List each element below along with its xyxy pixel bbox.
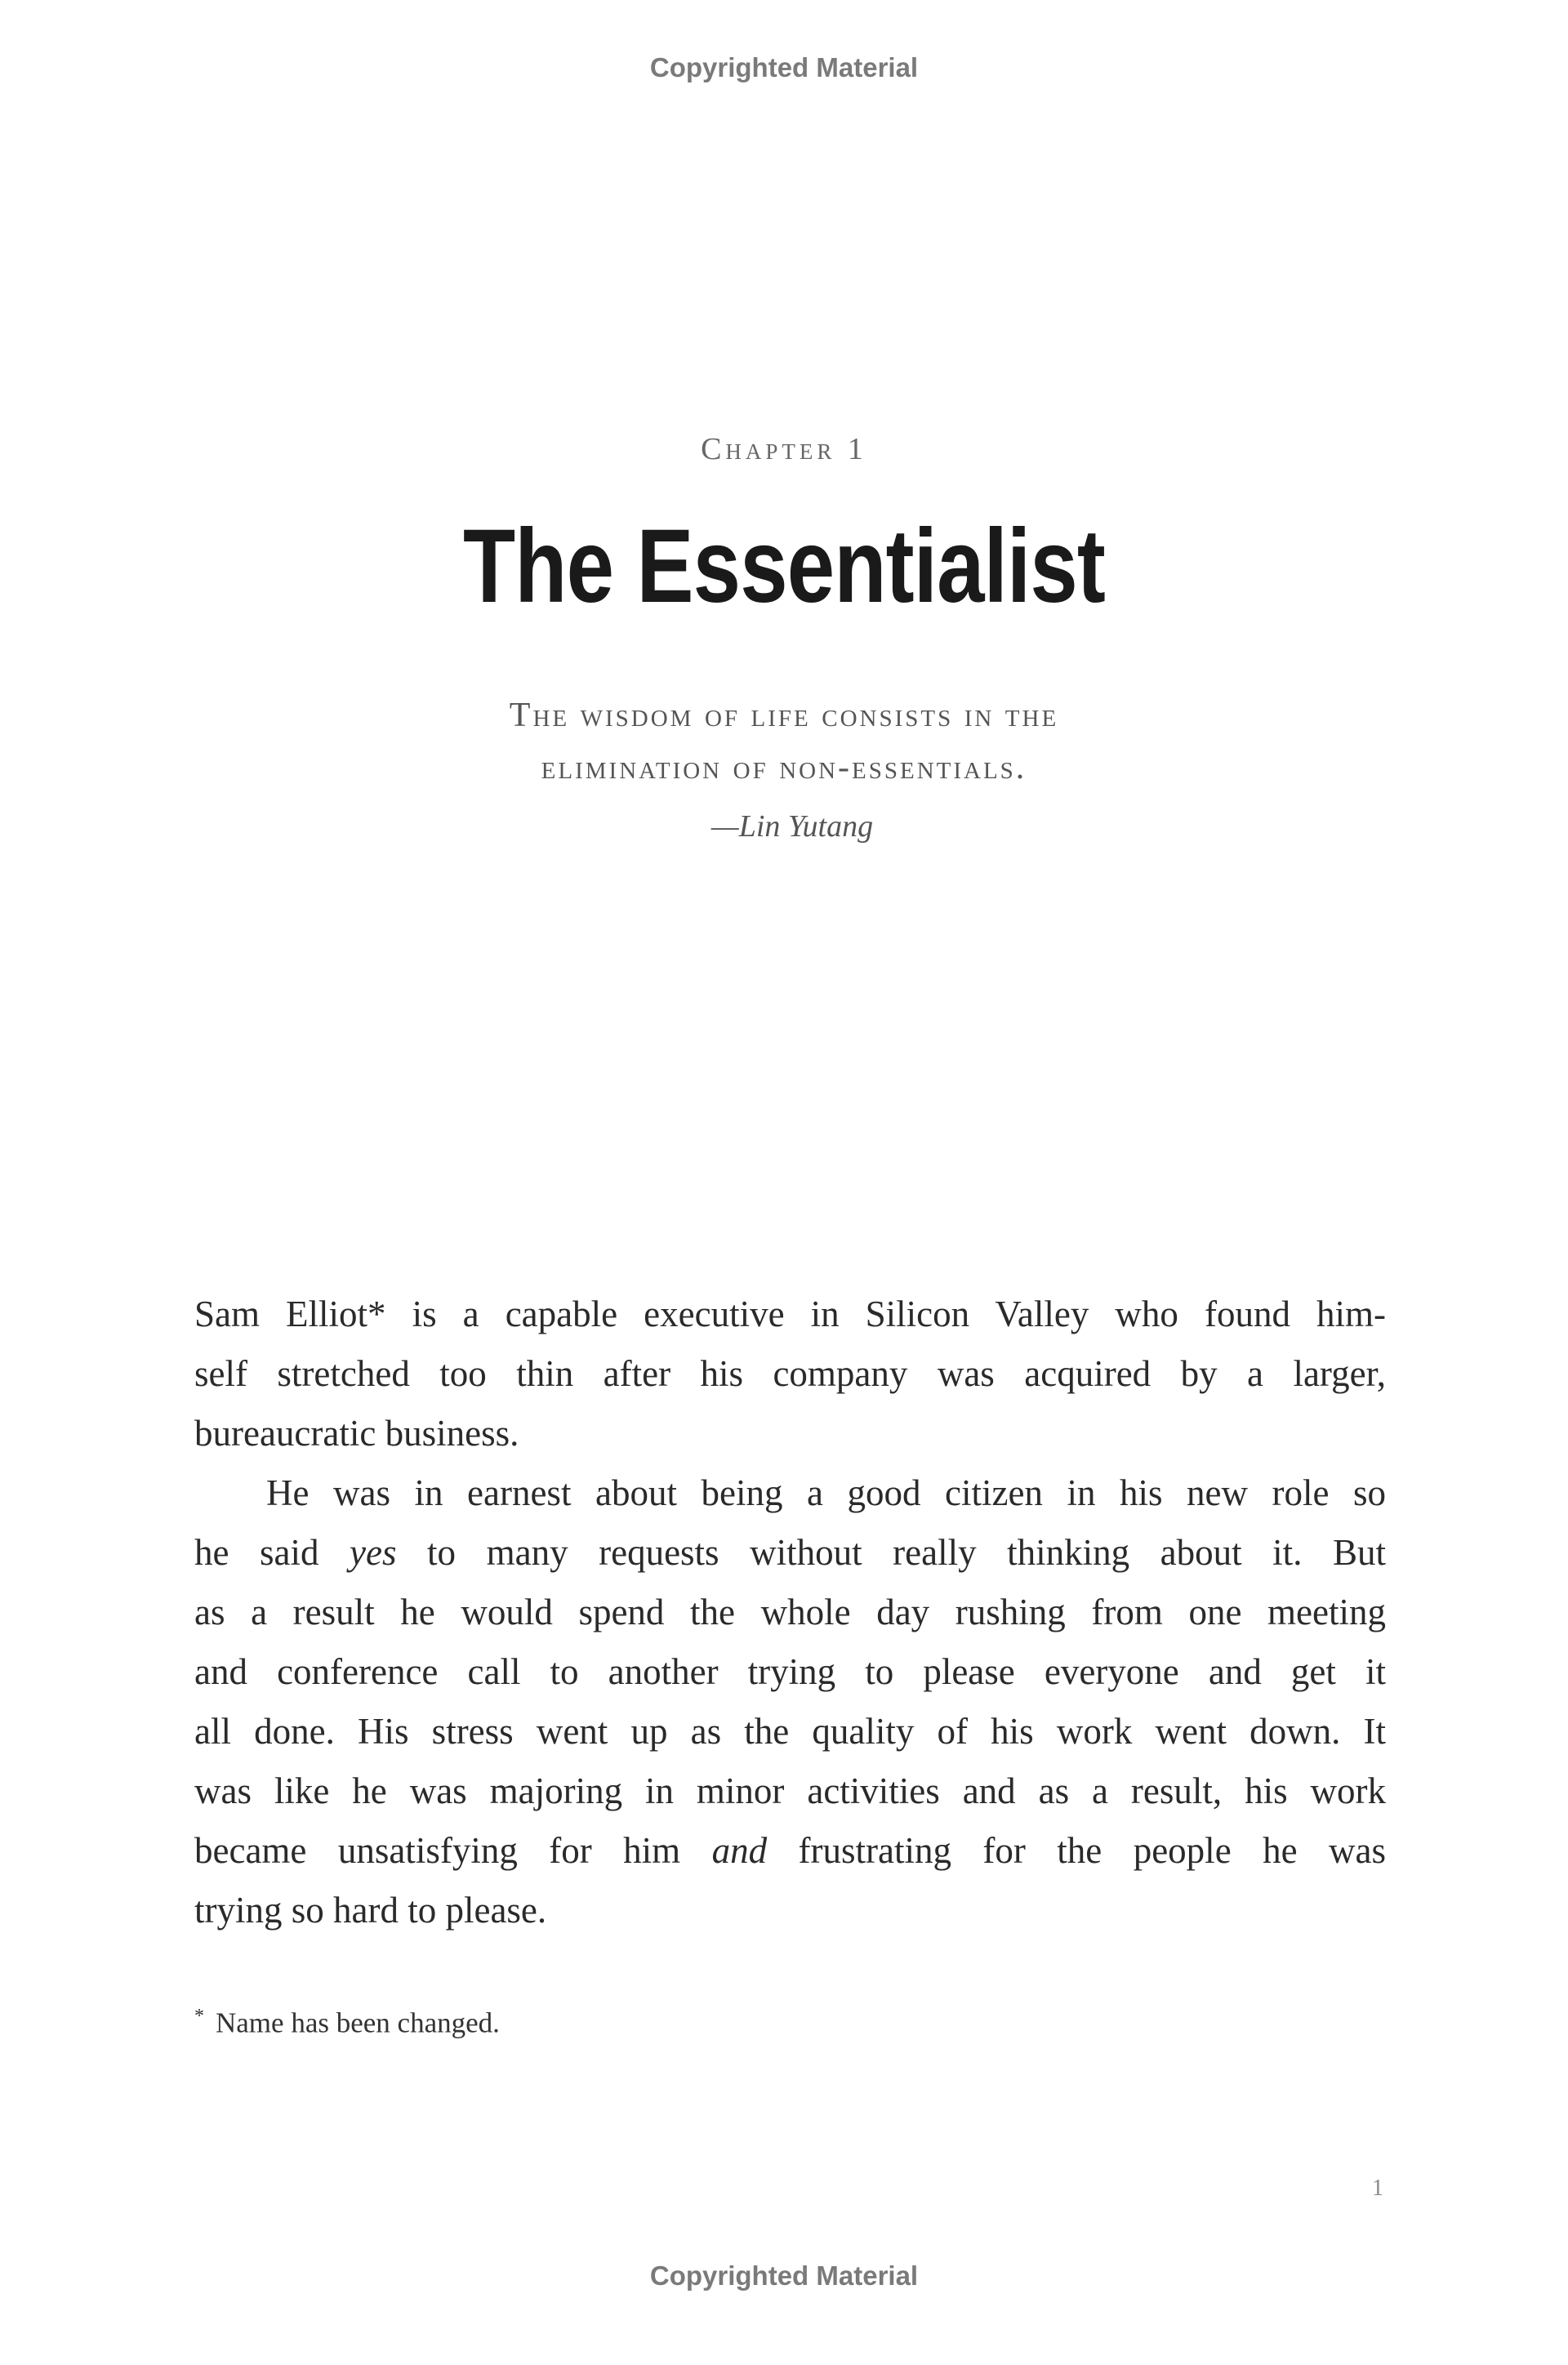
epigraph-attribution: —Lin Yutang (710, 809, 874, 844)
text-run: frustrating for the people he was (767, 1830, 1386, 1871)
body-line: trying so hard to please. (194, 1890, 547, 1931)
body-line: He was in earnest about being a good citizen in his new role so (266, 1472, 1386, 1513)
body-text (194, 1285, 1386, 1940)
chapter-label: Chapter 1 (701, 432, 867, 466)
body-line: self stretched too thin after his company was acquired by a larger, (194, 1353, 1386, 1394)
italic-emphasis: yes (350, 1532, 397, 1573)
footnote-marker: * (194, 2006, 204, 2027)
body-line: Sam Elliot* is a capable executive in Silicon Valley who found him- (194, 1294, 1386, 1334)
text-run: became unsatisfying for him (194, 1830, 712, 1871)
copyright-watermark-bottom: Copyrighted Material (649, 2260, 919, 2291)
footnote-text: Name has been changed. (216, 2006, 500, 2039)
italic-emphasis: and (711, 1830, 768, 1871)
body-line (194, 1523, 1386, 1583)
text-run: to many requests without really thinking about it. But (396, 1532, 1386, 1573)
page-number: 1 (1372, 2176, 1383, 2201)
text-run: he said (194, 1532, 350, 1573)
footnote (194, 2006, 500, 2040)
epigraph-line: The wisdom of life consists in the (509, 697, 1059, 734)
body-line: as a result he would spend the whole day rushing from one meeting (194, 1592, 1386, 1632)
body-line: and conference call to another trying to please everyone and get it (194, 1651, 1386, 1692)
chapter-title: The Essentialist (462, 508, 1106, 625)
copyright-watermark-top: Copyrighted Material (649, 52, 919, 82)
body-line: was like he was majoring in minor activities and as a result, his work (194, 1770, 1386, 1811)
epigraph-line: elimination of non-essentials. (541, 749, 1027, 786)
body-line: all done. His stress went up as the quality of his work went down. It (194, 1711, 1386, 1752)
body-line (194, 1821, 1386, 1881)
body-line: bureaucratic business. (194, 1413, 519, 1454)
